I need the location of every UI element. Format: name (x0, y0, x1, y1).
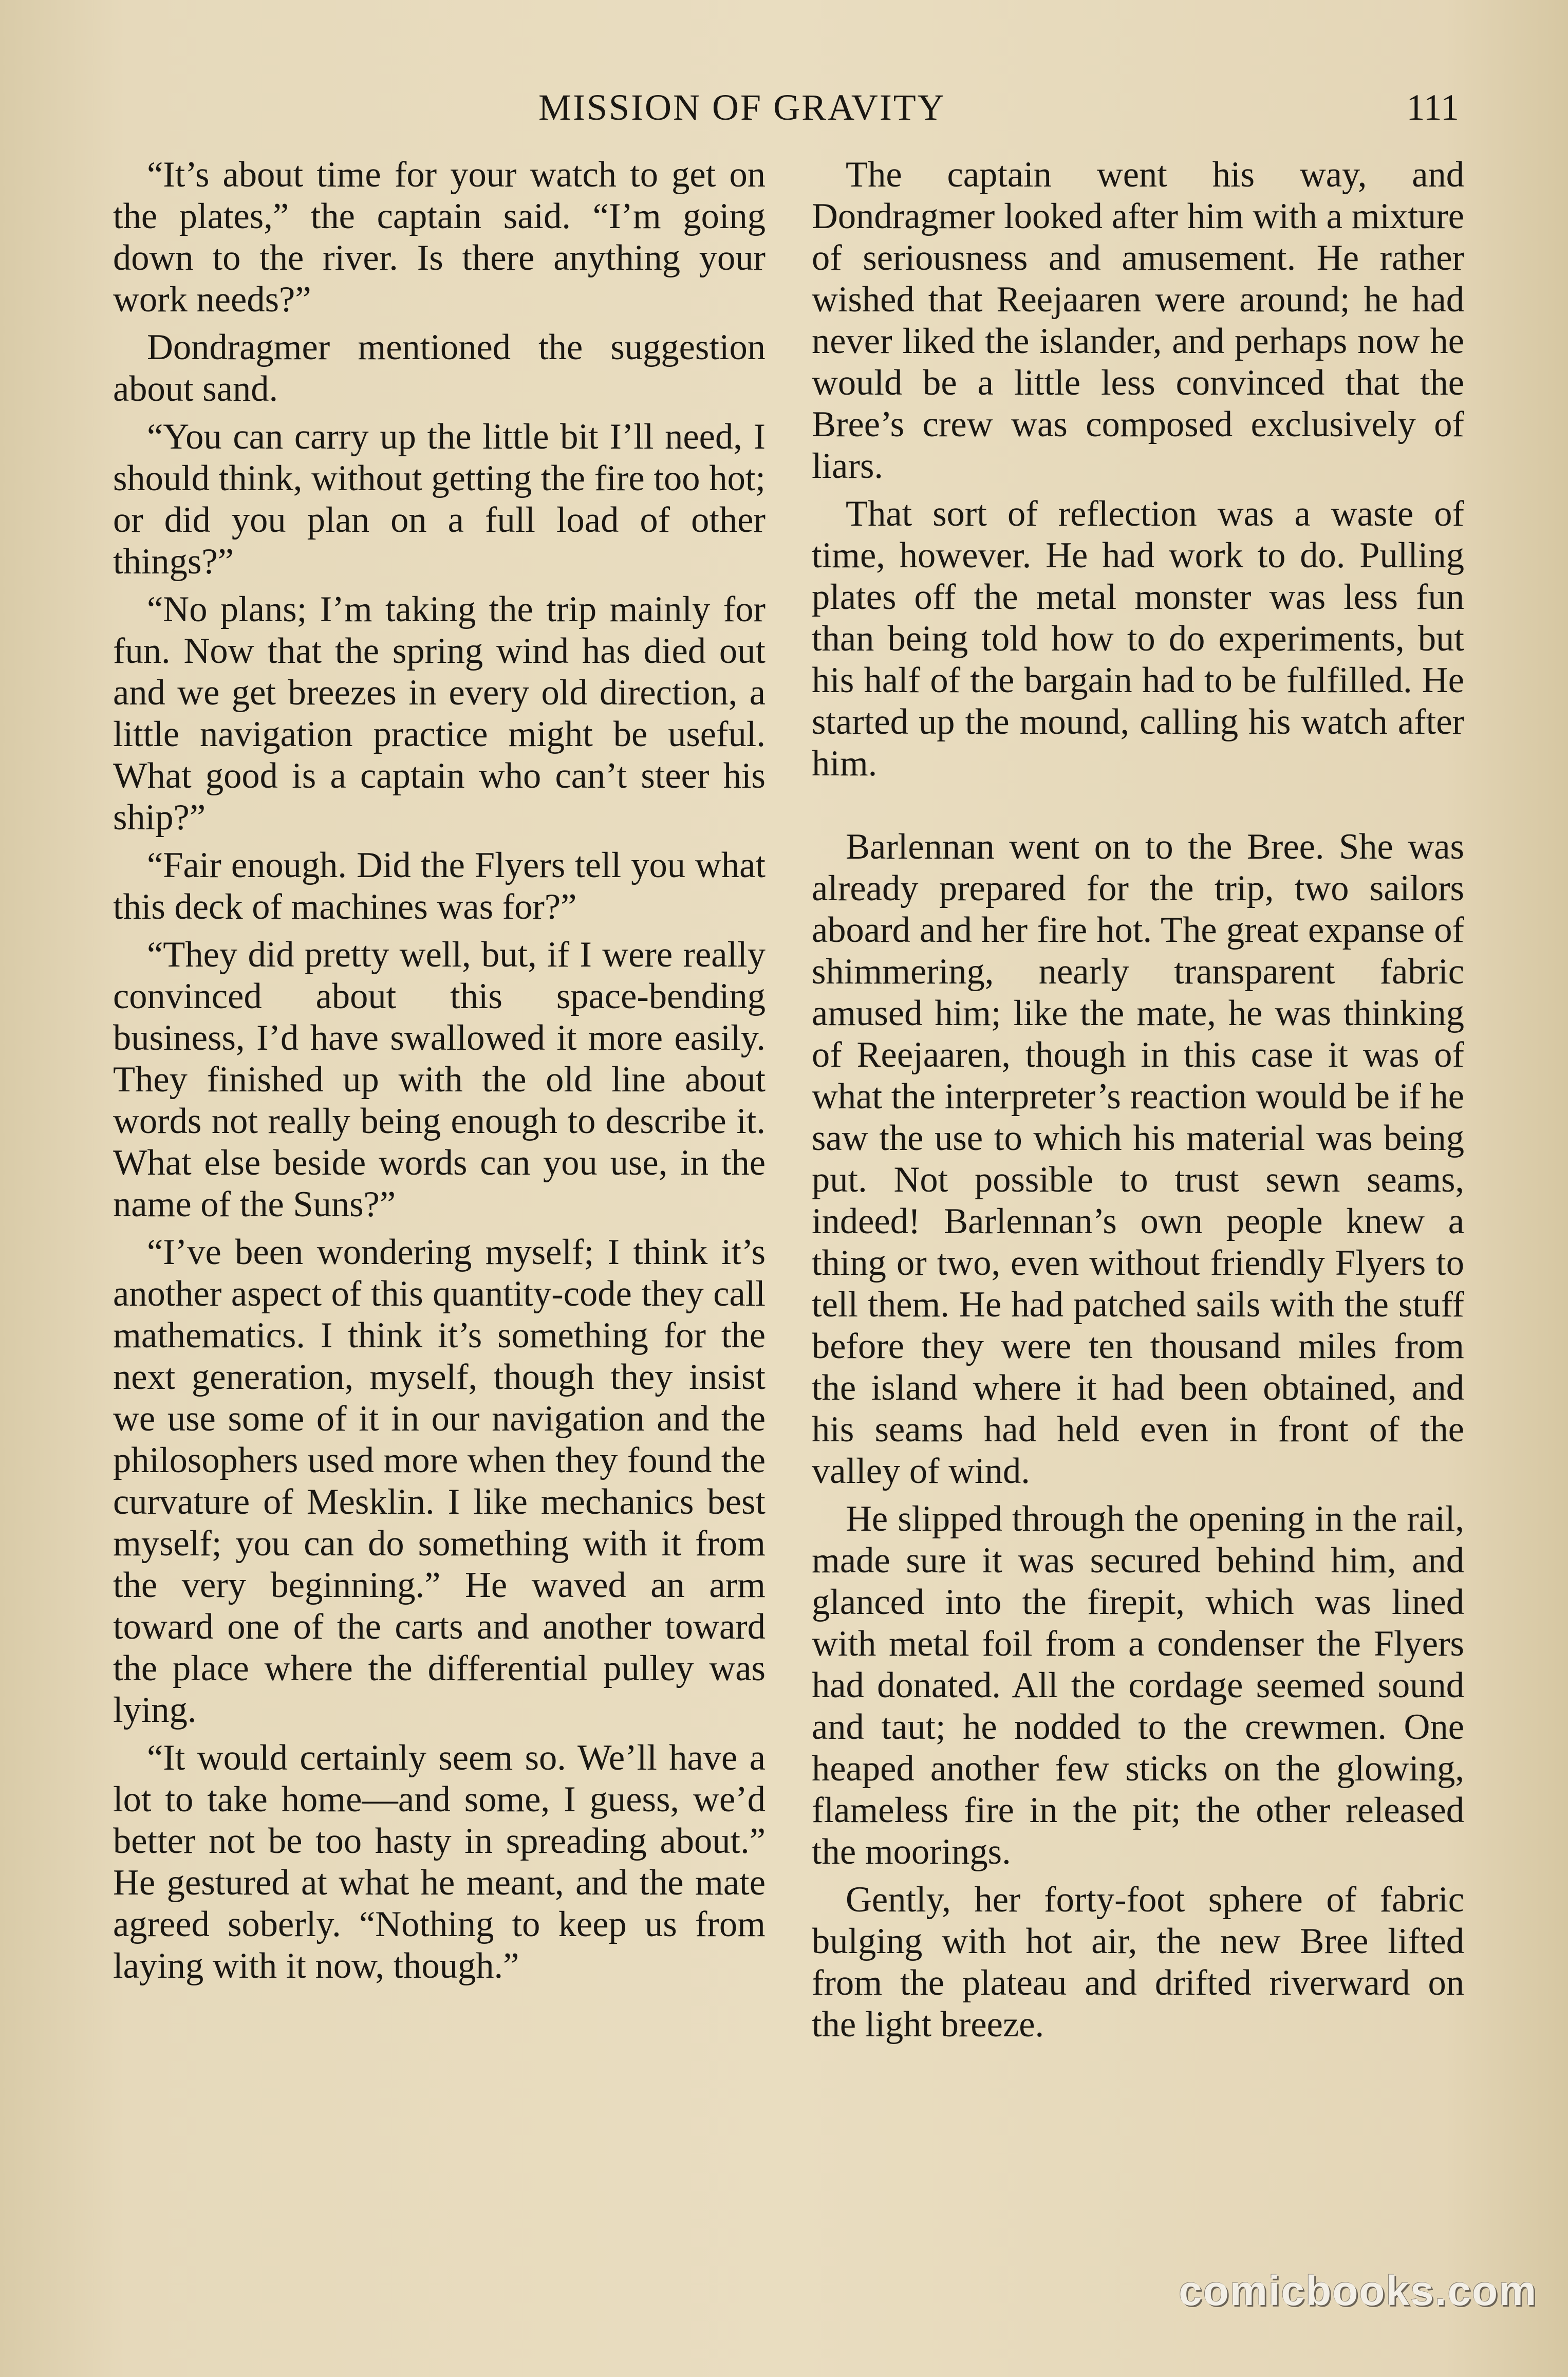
left-column (113, 154, 766, 1987)
paragraph: That sort of reflection was a waste of time, however. He had work to do. Pulling plates off the metal monster was less fun than being told how to do experiments, but his half of the bargain had to be fulfilled. He started up the mound, calling his watch after him. (812, 494, 1464, 784)
paragraph: “Fair enough. Did the Flyers tell you what this deck of machines was for?” (113, 845, 766, 927)
page-header (113, 86, 1459, 143)
paragraph: “They did pretty well, but, if I were really convinced about this space-bending business, I’d have swallowed it more easily. They finished up with the old line about words not really being enough to describe it. What else beside words can you use, in the name of the Suns?” (113, 935, 766, 1224)
paragraph: Gently, her forty-foot sphere of fabric bulging with hot air, the new Bree lifted from the plateau and drifted riverward on the light breeze. (812, 1880, 1464, 2045)
watermark: comicbooks.com (1179, 2268, 1537, 2314)
paragraph: The captain went his way, and Dondragmer looked after him with a mixture of seriousness and amusement. He rather wished that Reejaaren were around; he had never liked the islander, and perhaps now he would be a little less convinced that the Bree’s crew was composed exclusively of liars. (812, 155, 1464, 486)
right-column (812, 154, 1464, 2046)
paragraph: Barlennan went on to the Bree. She was already prepared for the trip, two sailors aboard and her fire hot. The great expanse of shimmering, nearly transparent fabric amused him; like the mate, he was thinking of Reejaaren, though in this case it was of what the interpreter’s reaction would be if he saw the use to which his material was being put. Not possible to trust sewn seams, indeed! Barlennan’s own people knew a thing or two, even without friendly Flyers to tell them. He had patched sails with the stuff before they were ten thousand miles from the island where it had been obtained, and his seams had held even in front of the valley of wind. (812, 827, 1464, 1491)
page-number: 111 (1406, 87, 1459, 128)
paragraph: He slipped through the opening in the rail, made sure it was secured behind him, and glanced into the firepit, which was lined with metal foil from a condenser the Flyers had donated. All the cordage seemed sound and taut; he nodded to the crewmen. One heaped another few sticks on the glowing, flameless fire in the pit; the other released the moorings. (812, 1499, 1464, 1872)
running-title: MISSION OF GRAVITY (538, 87, 946, 128)
paragraph: “I’ve been wondering myself; I think it’s another aspect of this quantity-code they call mathematics. I think it’s something for the next generation, myself, though they insist we use some of it in our navigation and the philosophers used more when they found the curvature of Mesklin. I like mechanics best myself; you can do something with it from the very beginning.” He waved an arm toward one of the carts and another toward the place where the differential pulley was lying. (113, 1232, 766, 1730)
paragraph: Dondragmer mentioned the suggestion about sand. (113, 327, 766, 409)
paragraph: “It’s about time for your watch to get on the plates,” the captain said. “I’m going down to the river. Is there anything your work needs?” (113, 155, 766, 320)
paragraph: “It would certainly seem so. We’ll have a lot to take home—and some, I guess, we’d better not be too hasty in spreading about.” He gestured at what he meant, and the mate agreed soberly. “Nothing to keep us from laying with it now, though.” (113, 1738, 766, 1986)
paragraph: “No plans; I’m taking the trip mainly for fun. Now that the spring wind has died out and we get breezes in every old direction, a little navigation practice might be useful. What good is a captain who can’t steer his ship?” (113, 589, 766, 838)
paragraph: “You can carry up the little bit I’ll need, I should think, without getting the fire too hot; or did you plan on a full load of other things?” (113, 417, 766, 582)
